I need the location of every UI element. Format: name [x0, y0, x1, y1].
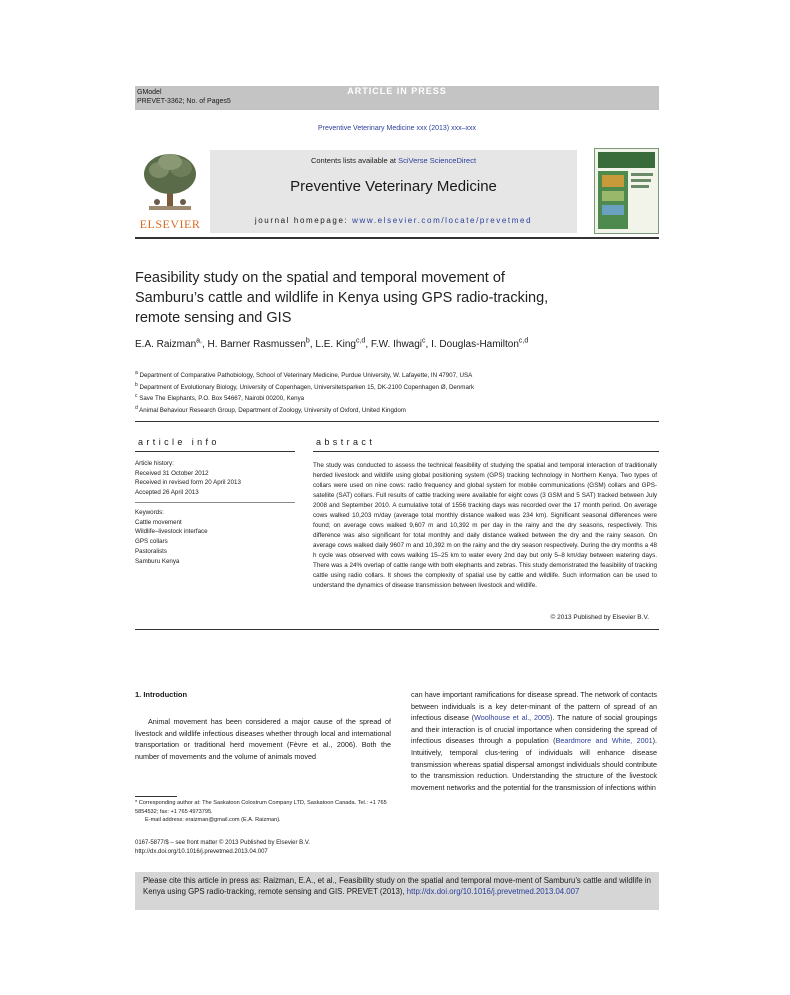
footnote-star-icon: * — [135, 800, 138, 806]
keywords-rule — [135, 502, 295, 503]
abstract-rule — [313, 451, 659, 452]
affiliation-text: Save The Elephants, P.O. Box 54667, Nairobi 00200, Kenya — [139, 395, 305, 403]
affiliation — [135, 392, 555, 404]
intro-text-a: can have important ramifications for disease spread. The network of contacts between individuals is a key deter-minant of the pattern of spread of an infectious disease ( — [411, 690, 657, 723]
author-sep: , — [201, 339, 208, 351]
article-title: Feasibility study on the spatial and temporal movement of Samburu’s cattle and wildlife in Kenya using GPS radio-tracking, remote sensing and GIS — [135, 270, 549, 326]
revised-date: Received in revised form 20 April 2013 — [135, 479, 241, 487]
author[interactable] — [371, 339, 431, 350]
author-sup: b — [305, 338, 310, 345]
front-matter-line: 0167-5877/$ – see front matter © 2013 Published by Elsevier B.V. — [135, 840, 310, 846]
received-date: Received 31 October 2012 — [135, 469, 209, 477]
affiliation — [135, 369, 555, 381]
reference-link[interactable]: Woolhouse et al., 2005 — [474, 713, 550, 723]
reference-link[interactable]: Beardmore and White, 2001 — [555, 736, 653, 746]
intro-text-c: ). Intuitively, temporal clus-tering of individuals will enhance disease transmission whereas spatial dispersal amongst individuals should contribute to the transmission reduction. Understanding the structure of the livestock movement networks and the potential for the transmission of infections within — [411, 736, 657, 792]
abstract-copyright: © 2013 Published by Elsevier B.V. — [550, 614, 649, 621]
journal-banner — [210, 150, 577, 233]
corresponding-text — [135, 799, 400, 816]
affiliation-text: Department of Evolutionary Biology, University of Copenhagen, Universitetsparken 15, DK-2100 Copenhagen Ø, Denmark — [139, 383, 475, 391]
author[interactable] — [135, 339, 208, 350]
contents-lists — [210, 156, 577, 165]
author-name: F.W. Ihwagi — [370, 339, 423, 351]
cite-doi-link[interactable]: http://dx.doi.org/10.1016/j.prevetmed.2013.04.007 — [406, 887, 580, 897]
author-name: E.A. Raizman — [135, 339, 197, 351]
journal-cover-image — [594, 148, 659, 234]
author[interactable] — [431, 339, 528, 350]
abstract-text: The study was conducted to assess the technical feasibility of studying the spatial and temporal interaction of traditionally herded livestock and wildlife using global positioning system (GPS) tracking technology in Northern Kenya. Two types of collars were used on nine cows: radio frequency and global system for mobile communications (GSM) collars and GPS-satellite (SAT) collars. Full results of cattle tracking were available for eight cows (3 GSM and 5 SAT) tracked between July 2008 and September 2010. A cumulative total of 1556 tracking days was recorded over the 17 month period. On average cows walked 10,203 m/day (average total monthly distance walked was 234 km). Significant seasonal differences were found; on average cows walked 9,607 m and 10,392 m per day in the rainy and the dry seasons, respectively. This difference was also significant for total monthly and daily distance walked between the dry and the rainy season. On average cows walked daily 9607 m and 10,392 m on the rainy and the dry season respectively. During the dry months a 48 h cycle was observed with cows walking 15–25 km to water every 2nd day but only 5–8 km/day between watering days. There was a 24% overlap of cattle range with both elephants and zebras. This study demonstrated the feasibility of tracking cattle using radio collars. It shows the complexity of spatial use by cattle and wildlife. Such information can be used to understand the dynamics of disease transmission between livestock and wildlife. — [313, 462, 657, 589]
article-history — [135, 459, 300, 498]
affiliation-sup: b — [135, 381, 138, 388]
corresponding-address: Corresponding author at: The Saskatoon Colostrum Company LTD, Saskatoon Canada. Tel.: +1 765 5854532; fax: +1 765 4973795. — [135, 800, 387, 815]
affiliation-text: Department of Comparative Pathobiology, School of Veterinary Medicine, Purdue University, W. Lafayette, IN 47907, USA — [139, 372, 473, 380]
keywords-label: Keywords: — [135, 509, 164, 516]
author-sup: c,d — [518, 338, 529, 345]
elsevier-tree-icon — [135, 150, 205, 216]
please-cite-box — [135, 872, 659, 910]
cite-text: Please cite this article in press as: Raizman, E.A., et al., Feasibility study on the spatial and temporal move-ment of Samburu’s cattle and wildlife in Kenya using GPS radio-tracking, remote sensing and GIS. PREVET (2013), — [143, 876, 651, 897]
article-in-press-bar — [135, 86, 659, 110]
sciencedirect-link[interactable]: SciVerse ScienceDirect — [398, 156, 477, 165]
accepted-date: Accepted 26 April 2013 — [135, 489, 199, 497]
author-sep: , — [309, 339, 316, 351]
author[interactable] — [315, 339, 371, 350]
section-heading-introduction: 1. Introduction — [135, 690, 188, 699]
keyword: Pastoralists — [135, 547, 167, 555]
author-name: H. Barner Rasmussen — [207, 339, 306, 351]
journal-citation-line[interactable] — [135, 125, 659, 132]
gmodel-text: GModel — [137, 89, 162, 96]
intro-text-b: ). The nature of social groupings and their interaction is of crucial importance when considering the spread of infectious diseases through a population ( — [411, 713, 657, 746]
affiliation — [135, 381, 555, 393]
footnote-rule — [135, 796, 177, 797]
corresponding-author-footnote — [135, 799, 400, 825]
intro-text: Animal movement has been considered a major cause of the spread of livestock and wildlife infectious diseases whether through local and international transportation or traditional herd movement (Fèvre et al., 2006). Both the number of movements and the volume of animals moved — [135, 717, 391, 761]
affiliation-sup: c — [135, 393, 138, 400]
affiliation-sup: d — [135, 404, 138, 411]
keyword: GPS collars — [135, 538, 168, 546]
affiliation-rule — [135, 421, 659, 422]
author[interactable] — [208, 339, 316, 350]
header-rule — [135, 237, 659, 239]
keyword-list — [135, 508, 300, 566]
doi-link[interactable]: http://dx.doi.org/10.1016/j.prevetmed.2013.04.007 — [135, 849, 268, 856]
keyword: Samburu Kenya — [135, 557, 180, 565]
author-name: I. Douglas-Hamilton — [431, 339, 519, 351]
contents-prefix: Contents lists available at — [310, 156, 399, 165]
author-list — [135, 333, 555, 353]
intro-paragraph-col2 — [411, 689, 657, 793]
affiliation — [135, 404, 555, 416]
author-name: L.E. King — [315, 339, 356, 351]
homepage-link[interactable]: www.elsevier.com/locate/prevetmed — [352, 216, 533, 225]
elsevier-logo[interactable] — [135, 150, 205, 232]
author-sup: a, — [196, 338, 202, 345]
journal-cover-icon — [595, 149, 658, 233]
history-label: Article history: — [135, 460, 174, 467]
author-sep: , — [365, 339, 371, 351]
author-sep: , — [425, 339, 432, 351]
article-in-press-label: ARTICLE IN PRESS — [347, 86, 447, 96]
article-info-heading: article info — [138, 437, 220, 447]
abstract-heading: abstract — [316, 437, 376, 447]
issn-block — [135, 839, 400, 858]
affiliation-list — [135, 369, 555, 415]
intro-paragraph-col1 — [135, 716, 391, 762]
elsevier-wordmark: ELSEVIER — [139, 217, 201, 231]
homepage-prefix: journal homepage: — [254, 216, 353, 225]
please-cite-text — [143, 875, 651, 897]
journal-citation-link[interactable]: Preventive Veterinary Medicine xxx (2013) xxx–xxx — [318, 125, 476, 132]
keyword: Cattle movement — [135, 518, 182, 526]
affiliation-text: Animal Behaviour Research Group, Department of Zoology, University of Oxford, United Kingdom — [139, 406, 406, 414]
email-address[interactable]: E-mail address: eraizman@gmail.com (E.A. Raizman). — [145, 817, 281, 824]
author-sup: c,d — [355, 338, 366, 345]
keyword: Wildlife–livestock interface — [135, 528, 208, 536]
prevet-id: PREVET-3362; No. of Pages5 — [137, 98, 231, 105]
abstract-end-rule — [135, 629, 659, 630]
affiliation-sup: a — [135, 370, 138, 376]
journal-name: Preventive Veterinary Medicine — [290, 178, 497, 195]
article-info-rule — [135, 451, 295, 452]
journal-homepage — [210, 216, 577, 225]
author-sup: c — [422, 338, 426, 345]
